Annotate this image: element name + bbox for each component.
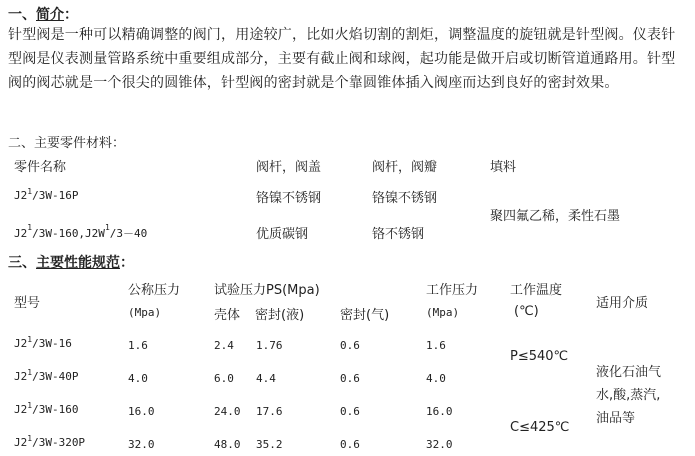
- perf-row-model: [14, 403, 78, 416]
- model-superscript: 1: [27, 434, 33, 443]
- materials-packing-value: 聚四氟乙稀，柔性石墨: [490, 209, 621, 224]
- perf-header-test: 试验压力PS(Mpa): [214, 283, 320, 298]
- perf-row-work: 32.0: [426, 438, 453, 451]
- model-superscript: 1: [27, 368, 33, 377]
- perf-row-seal-liquid: 35.2: [256, 438, 283, 451]
- perf-header-model: 型号: [14, 296, 41, 311]
- perf-row-nominal: 4.0: [128, 372, 148, 385]
- model-prefix: J2: [14, 189, 28, 202]
- model-superscript: 1: [27, 223, 33, 232]
- perf-header-shell: 壳体: [214, 308, 241, 323]
- perf-header-medium: 适用介质: [596, 296, 649, 311]
- perf-row-work: 1.6: [426, 339, 446, 352]
- perf-row-nominal: 32.0: [128, 438, 155, 451]
- perf-header-seal-gas: 密封(气): [340, 308, 390, 323]
- perf-row-nominal: 1.6: [128, 339, 148, 352]
- section-colon: ：: [64, 7, 78, 23]
- model-prefix: J2: [14, 337, 28, 350]
- section-title: 简介: [36, 7, 64, 23]
- model-superscript: 1: [27, 187, 33, 196]
- materials-row-stem-bonnet: 优质碳钢: [256, 227, 309, 242]
- perf-row-seal-liquid: 1.76: [256, 339, 283, 352]
- perf-header-temp: 工作温度: [510, 283, 563, 298]
- model-prefix: J2: [14, 227, 28, 240]
- perf-row-model: [14, 370, 78, 383]
- perf-medium-line: 油品等: [596, 411, 636, 426]
- perf-row-shell: 6.0: [214, 372, 234, 385]
- perf-medium-line: 液化石油气: [596, 365, 662, 380]
- section-colon: ：: [120, 255, 134, 271]
- section-title: 主要性能规范: [36, 255, 120, 271]
- perf-header-nominal-unit: (Mpa): [128, 306, 162, 319]
- model-suffix: /3W-320P: [32, 436, 86, 449]
- model-superscript: 1: [27, 335, 33, 344]
- perf-row-work: 16.0: [426, 405, 453, 418]
- perf-header-work-unit: (Mpa): [426, 306, 460, 319]
- perf-row-seal-gas: 0.6: [340, 438, 360, 451]
- intro-paragraph: 针型阀是一种可以精确调整的阀门，用途较广，比如火焰切割的割炬，调整温度的旋钮就是针型阀。仪表针型阀是仪表测量管路系统中重要组成部分，主要有截止阀和球阀，起功能是做开启或切断管道通路用。针型阀的阀芯就是一个很尖的圆锥体，针型阀的密封就是个靠圆锥体插入阀座而达到良好的密封效果。: [8, 27, 676, 91]
- perf-header-temp-unit: (℃): [514, 304, 539, 319]
- materials-header-packing: 填料: [490, 160, 517, 175]
- model-suffix: /3W-40P: [32, 370, 79, 383]
- perf-row-seal-liquid: 17.6: [256, 405, 283, 418]
- perf-header-nominal: 公称压力: [128, 283, 181, 298]
- materials-row-stem-bonnet: 铬镍不锈钢: [256, 191, 322, 206]
- perf-temp-c: C≤425℃: [510, 420, 570, 435]
- materials-header-stem-bonnet: 阀杆，阀盖: [256, 160, 322, 175]
- model-superscript: 1: [27, 401, 33, 410]
- materials-row-model: [14, 189, 78, 202]
- perf-row-shell: 2.4: [214, 339, 234, 352]
- model-superscript: 1: [104, 223, 110, 232]
- model-prefix: J2: [14, 436, 28, 449]
- materials-row-model: [14, 225, 147, 241]
- perf-row-work: 4.0: [426, 372, 446, 385]
- section-heading-performance: [8, 252, 134, 272]
- perf-temp-p: P≤540℃: [510, 349, 569, 364]
- materials-header-part: 零件名称: [14, 160, 67, 175]
- section-number: 一、: [8, 7, 36, 23]
- materials-row-stem-disc: 铬不锈钢: [372, 227, 425, 242]
- model-suffix: /3W-160: [32, 403, 79, 416]
- model-suffix: /3－40: [109, 227, 148, 240]
- model-suffix: /3W-160,J2W: [32, 227, 105, 240]
- perf-row-seal-liquid: 4.4: [256, 372, 276, 385]
- section-number: 三、: [8, 255, 36, 271]
- materials-header-stem-disc: 阀杆，阀瓣: [372, 160, 438, 175]
- materials-row-stem-disc: 铬镍不锈钢: [372, 191, 438, 206]
- model-suffix: /3W-16: [32, 337, 72, 350]
- perf-row-shell: 48.0: [214, 438, 241, 451]
- perf-header-work: 工作压力: [426, 283, 479, 298]
- perf-row-model: [14, 337, 72, 350]
- section-heading-materials: 二、主要零件材料：: [8, 136, 126, 151]
- perf-medium-line: 水,酸,蒸汽,: [596, 388, 661, 403]
- perf-row-model: [14, 436, 85, 449]
- perf-row-seal-gas: 0.6: [340, 339, 360, 352]
- perf-row-nominal: 16.0: [128, 405, 155, 418]
- perf-row-seal-gas: 0.6: [340, 372, 360, 385]
- model-suffix: /3W-16P: [32, 189, 79, 202]
- perf-row-shell: 24.0: [214, 405, 241, 418]
- model-prefix: J2: [14, 370, 28, 383]
- section-heading-intro: [8, 4, 78, 24]
- perf-header-seal-liquid: 密封(液): [255, 308, 305, 323]
- model-prefix: J2: [14, 403, 28, 416]
- perf-row-seal-gas: 0.6: [340, 405, 360, 418]
